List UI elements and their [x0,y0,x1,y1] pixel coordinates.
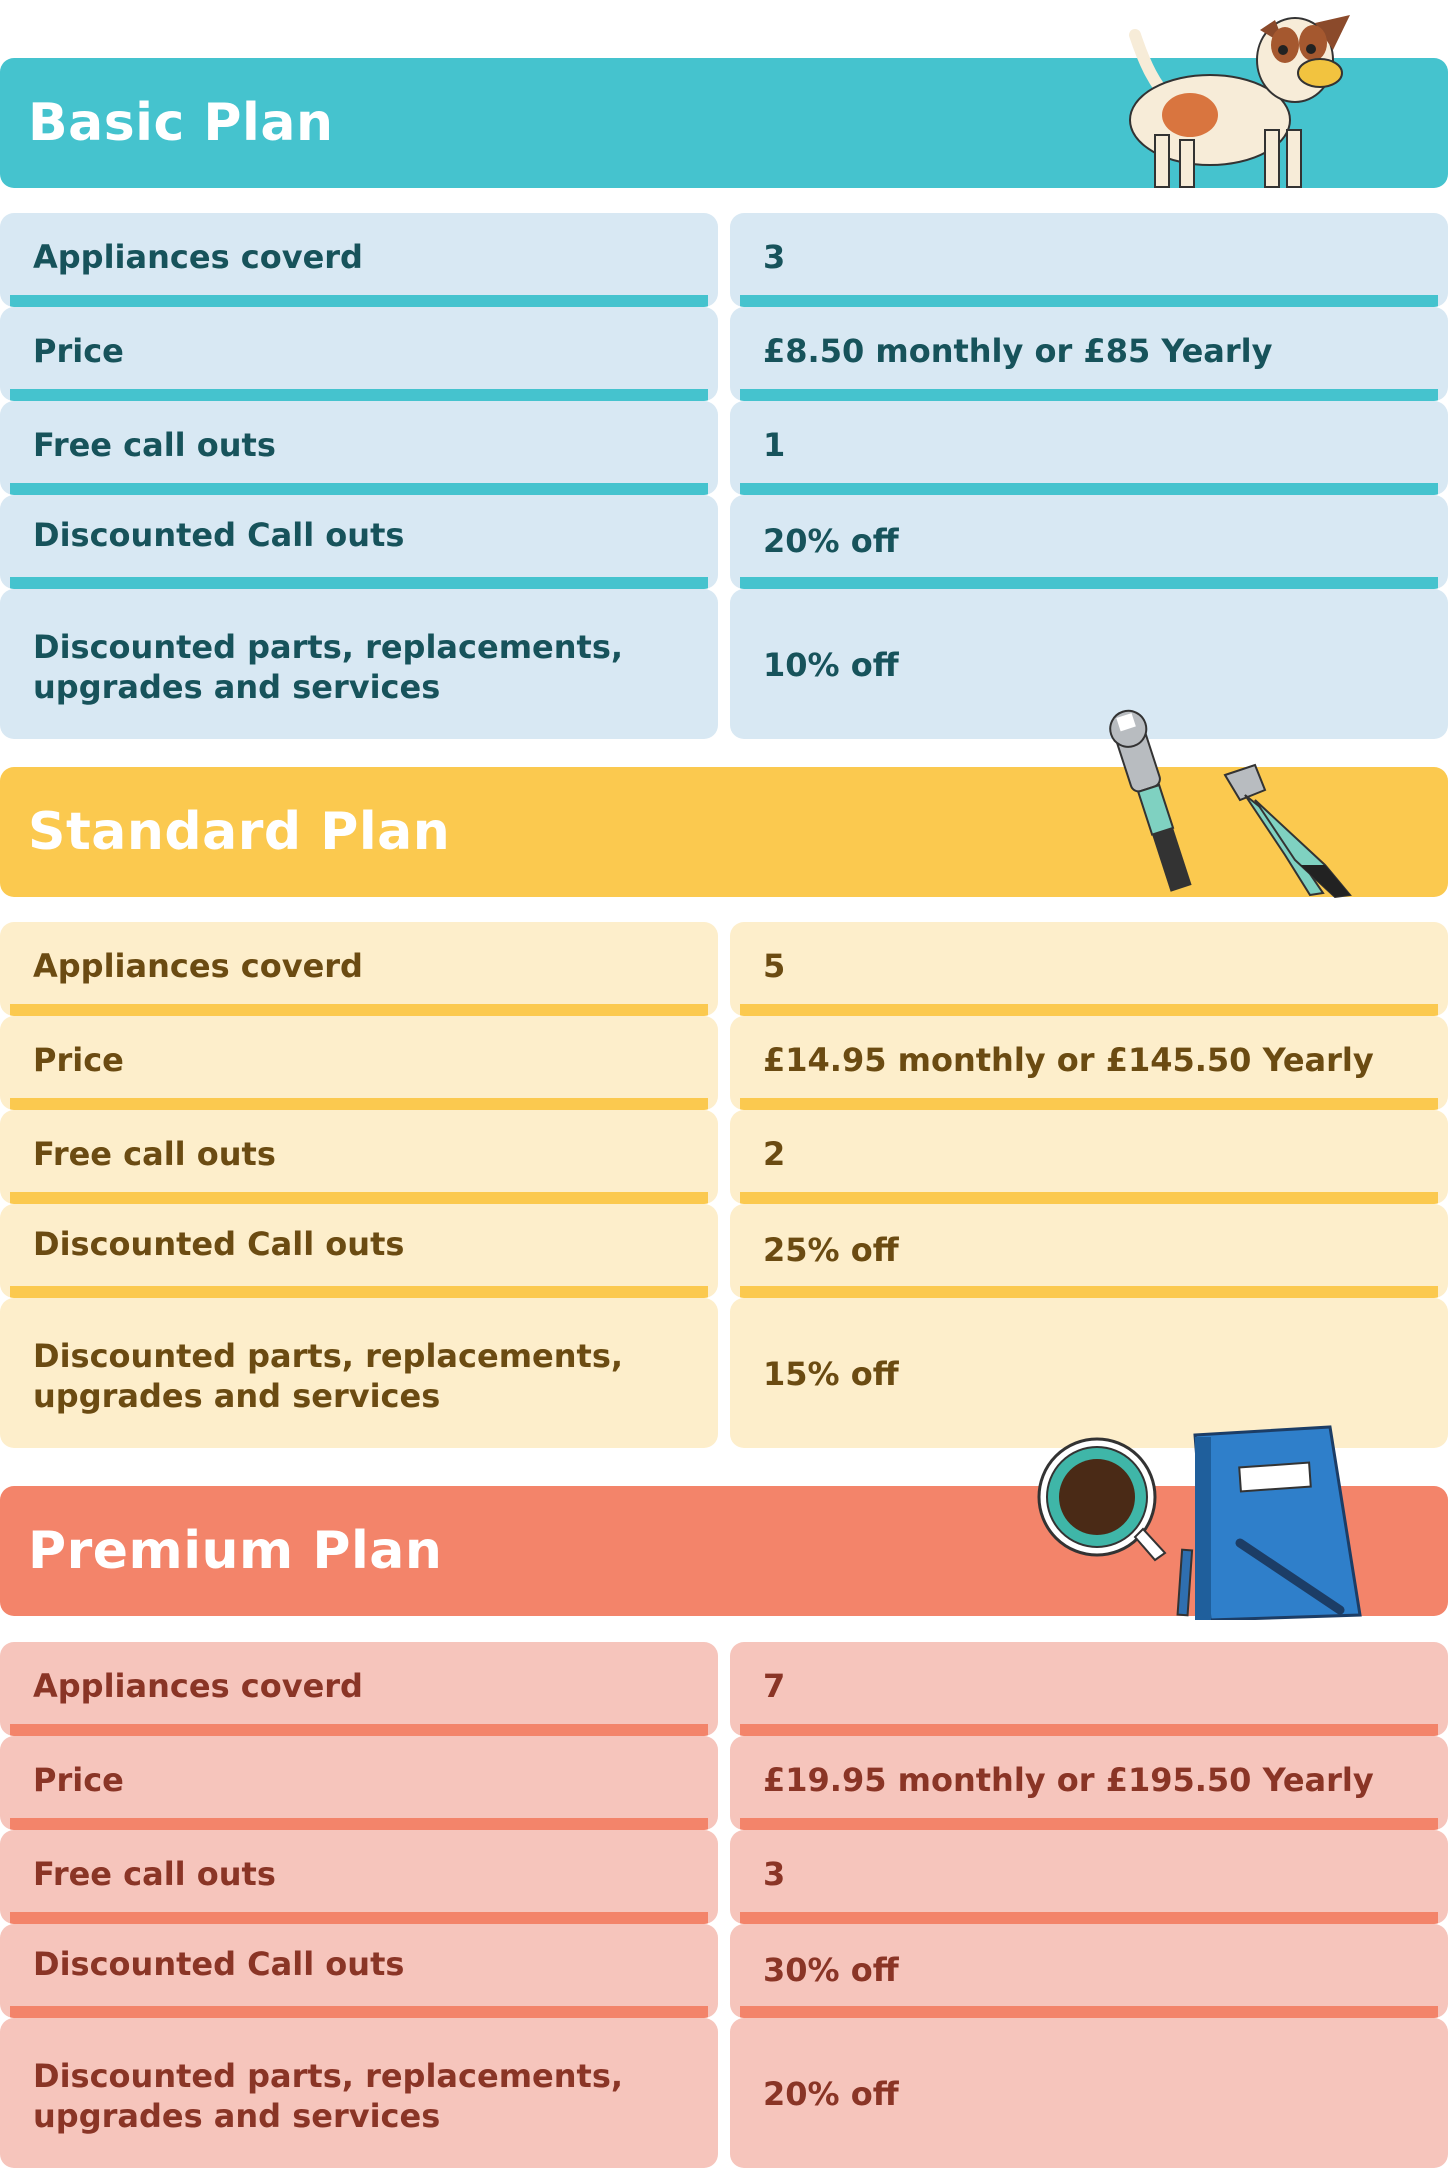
basic-free-callouts-value-cell [730,401,1448,495]
premium-discounted-callouts-label-cell [0,1924,718,2018]
divider [740,389,1438,401]
dog-icon [1115,5,1365,190]
standard-price-label: Price [33,1041,124,1079]
divider [10,1192,708,1204]
standard-price-value-cell [730,1016,1448,1110]
basic-appliances-value-cell [730,213,1448,307]
coffee-notebook-icon [1035,1425,1365,1620]
basic-appliances-label-cell [0,213,718,307]
premium-discounted-parts-label: Discounted parts, replacements, upgrades and services [33,2057,624,2135]
divider [10,2006,708,2018]
divider [740,295,1438,307]
divider [740,483,1438,495]
basic-discounted-callouts-label: Discounted Call outs [33,516,405,554]
basic-free-callouts-label-cell [0,401,718,495]
divider [740,1912,1438,1924]
basic-discounted-parts-label-cell [0,589,718,739]
divider [740,577,1438,589]
premium-price-label: Price [33,1761,124,1799]
divider [10,295,708,307]
premium-discounted-callouts-value-cell [730,1924,1448,2018]
standard-free-callouts-value-cell [730,1110,1448,1204]
standard-appliances-label-cell [0,922,718,1016]
premium-price-value: £19.95 monthly or £195.50 Yearly [763,1761,1374,1799]
standard-appliances-value-cell [730,922,1448,1016]
premium-discounted-callouts-label: Discounted Call outs [33,1945,405,1983]
divider [10,483,708,495]
basic-free-callouts-label: Free call outs [33,426,276,464]
standard-discounted-parts-label: Discounted parts, replacements, upgrades and services [33,1337,624,1415]
basic-appliances-label: Appliances coverd [33,238,363,276]
basic-appliances-value: 3 [763,238,786,276]
standard-discounted-parts-label-cell [0,1298,718,1448]
basic-discounted-callouts-value-cell [730,495,1448,589]
standard-discounted-callouts-value: 25% off [763,1231,899,1269]
divider [10,577,708,589]
premium-discounted-parts-label-cell [0,2018,718,2168]
basic-free-callouts-value: 1 [763,426,786,464]
premium-appliances-value: 7 [763,1667,786,1705]
basic-price-label: Price [33,332,124,370]
premium-price-label-cell [0,1736,718,1830]
divider [10,1912,708,1924]
standard-price-label-cell [0,1016,718,1110]
basic-plan-title: Basic Plan [28,93,334,153]
divider [740,1098,1438,1110]
standard-free-callouts-label: Free call outs [33,1135,276,1173]
premium-discounted-parts-value: 20% off [763,2075,899,2113]
basic-discounted-parts-label: Discounted parts, replacements, upgrades and services [33,628,624,706]
divider [10,1004,708,1016]
basic-price-label-cell [0,307,718,401]
standard-discounted-parts-value: 15% off [763,1355,899,1393]
premium-appliances-label: Appliances coverd [33,1667,363,1705]
standard-discounted-callouts-label-cell [0,1204,718,1298]
premium-discounted-callouts-value: 30% off [763,1951,899,1989]
standard-discounted-callouts-label: Discounted Call outs [33,1225,405,1263]
premium-price-value-cell [730,1736,1448,1830]
standard-free-callouts-label-cell [0,1110,718,1204]
premium-free-callouts-value: 3 [763,1855,786,1893]
premium-discounted-parts-value-cell [730,2018,1448,2168]
premium-appliances-label-cell [0,1642,718,1736]
basic-price-value: £8.50 monthly or £85 Yearly [763,332,1273,370]
basic-discounted-callouts-value: 20% off [763,522,899,560]
premium-free-callouts-label: Free call outs [33,1855,276,1893]
divider [740,1192,1438,1204]
standard-price-value: £14.95 monthly or £145.50 Yearly [763,1041,1374,1079]
divider [740,1004,1438,1016]
divider [10,1724,708,1736]
tools-icon [1095,705,1355,900]
premium-plan-title: Premium Plan [28,1521,443,1581]
standard-free-callouts-value: 2 [763,1135,786,1173]
standard-plan-title: Standard Plan [28,802,451,862]
divider [10,389,708,401]
divider [740,1286,1438,1298]
premium-free-callouts-label-cell [0,1830,718,1924]
premium-appliances-value-cell [730,1642,1448,1736]
divider [10,1098,708,1110]
divider [10,1818,708,1830]
divider [740,2006,1438,2018]
standard-appliances-value: 5 [763,947,786,985]
premium-free-callouts-value-cell [730,1830,1448,1924]
basic-discounted-callouts-label-cell [0,495,718,589]
standard-discounted-callouts-value-cell [730,1204,1448,1298]
basic-price-value-cell [730,307,1448,401]
basic-discounted-parts-value: 10% off [763,646,899,684]
divider [10,1286,708,1298]
divider [740,1724,1438,1736]
divider [740,1818,1438,1830]
standard-appliances-label: Appliances coverd [33,947,363,985]
